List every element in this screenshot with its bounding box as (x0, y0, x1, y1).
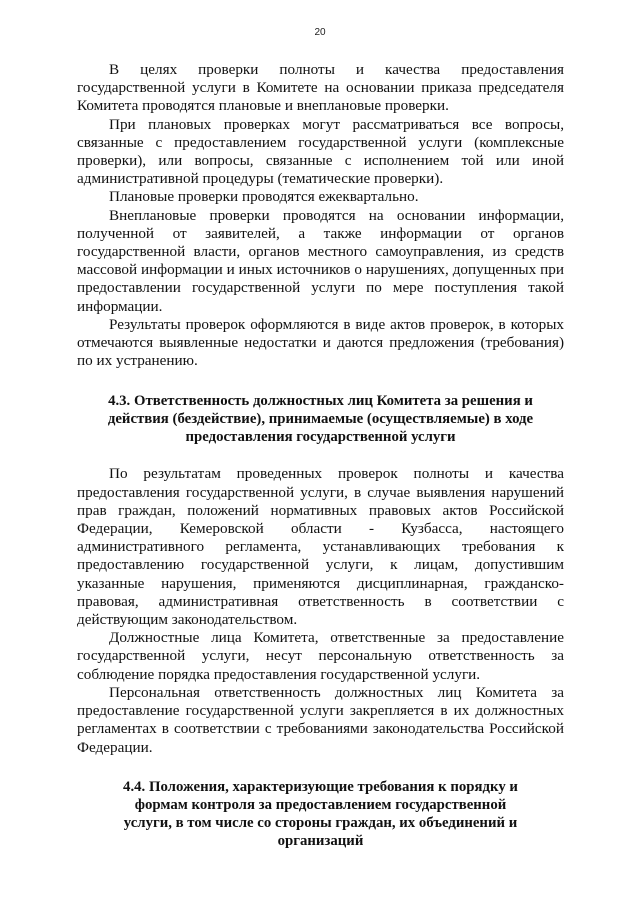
paragraph: По результатам проведенных проверок полноты и качества предоставления государственной услуги, в случае выявления нарушений прав граждан, положений нормативных правовых актов Российской Федерации, Кемеровской области - Кузбасса, настоящего административного регламента, устанавливающих требования к предоставлению государственной услуги, к лицам, допустившим указанные нарушения, применяются дисциплинарная, гражданско-правовая, административная ответственность в соответствии с действующим законодательством. (77, 465, 564, 629)
section-heading-4-4: 4.4. Положения, характеризующие требования к порядку и формам контроля за предоставлением государственной услуги, в том числе со стороны граждан, их объединений и организаций (123, 778, 518, 849)
page-number: 20 (314, 27, 326, 38)
paragraph: Должностные лица Комитета, ответственные за предоставление государственной услуги, несут персональную ответственность за соблюдение порядка предоставления государственной услуги. (77, 629, 564, 683)
paragraph: Плановые проверки проводятся ежеквартально. (109, 188, 419, 206)
paragraph: Внеплановые проверки проводятся на основании информации, полученной от заявителей, а также информации от органов государственной власти, органов местного самоуправления, из средств массовой информации и иных источников о нарушениях, допущенных при предоставлении государственной услуги по мере поступления такой информации. (77, 206, 564, 315)
paragraph: Персональная ответственность должностных лиц Комитета за предоставление государственной услуги закрепляется в их должностных регламентах в соответствии с требованиями законодательства Российской Федерации. (77, 683, 564, 756)
document-body (77, 61, 564, 850)
section-heading-4-3: 4.3. Ответственность должностных лиц Комитета за решения и действия (бездействие), принимаемые (осуществляемые) в ходе предоставления государственной услуги (107, 393, 534, 446)
paragraph: При плановых проверках могут рассматриваться все вопросы, связанные с предоставлением государственной услуги (комплексные проверки), или вопросы, связанные с исполнением той или иной административной процедуры (тематические проверки). (77, 115, 564, 188)
paragraph: Результаты проверок оформляются в виде актов проверок, в которых отмечаются выявленные недостатки и даются предложения (требования) по их устранению. (77, 315, 564, 370)
paragraph: В целях проверки полноты и качества предоставления государственной услуги в Комитете на основании приказа председателя Комитета проводятся плановые и внеплановые проверки. (77, 61, 564, 115)
